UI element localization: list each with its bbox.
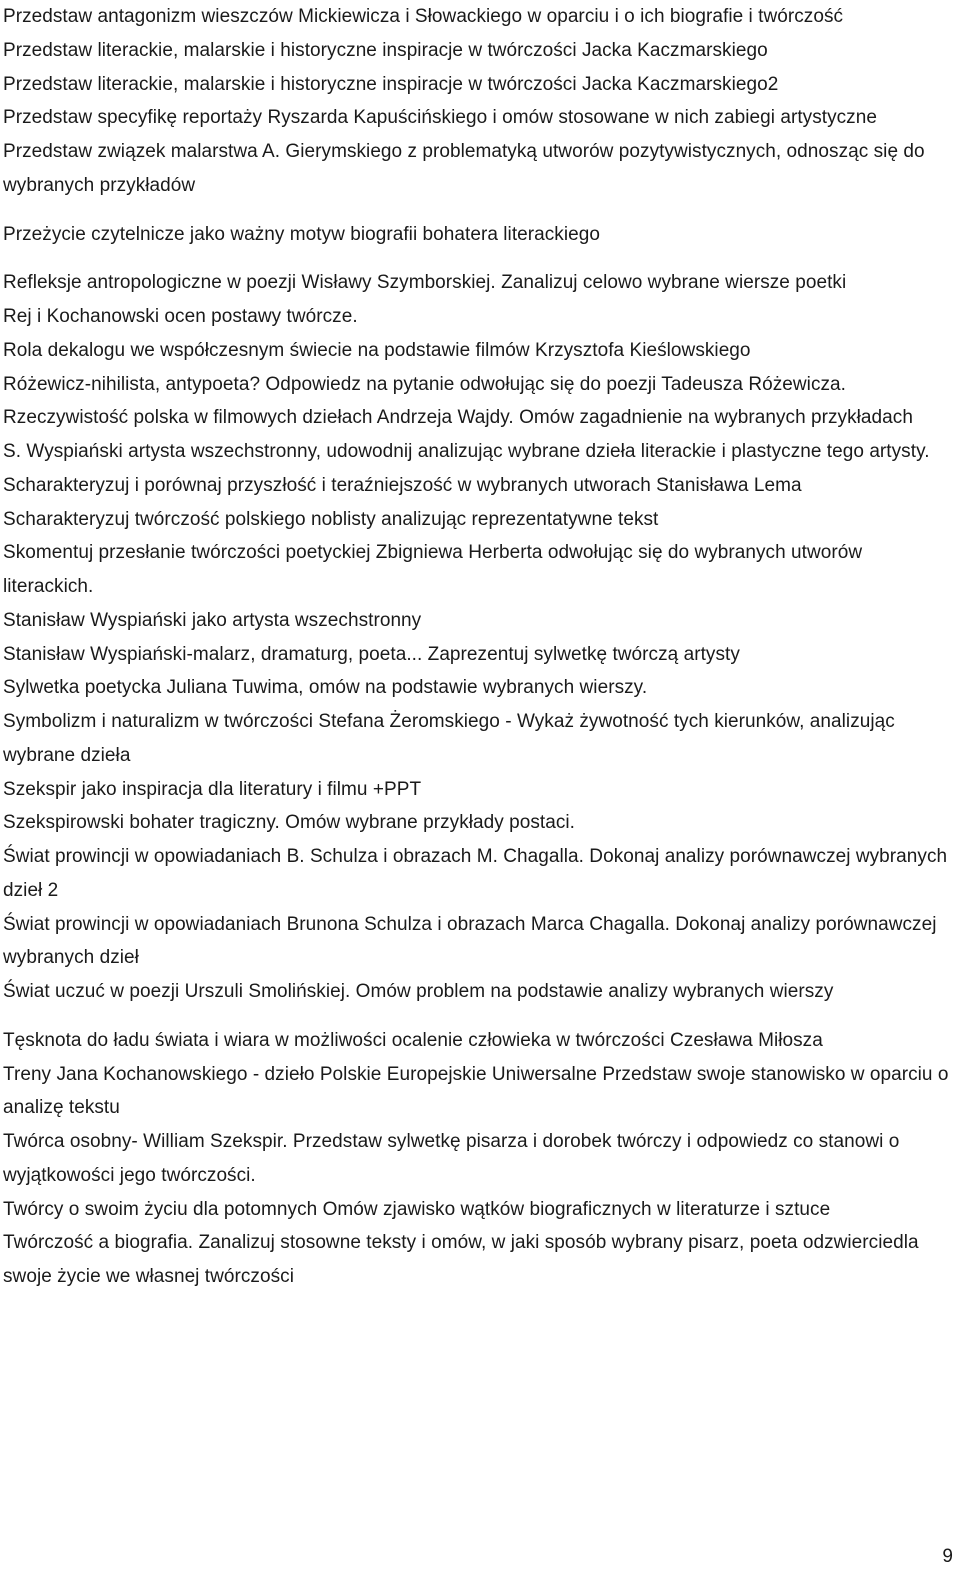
list-item: Przedstaw specyfikę reportaży Ryszarda Kapuścińskiego i omów stosowane w nich zabiegi artystyczne (3, 107, 877, 129)
list-item: Przeżycie czytelnicze jako ważny motyw biografii bohatera literackiego (3, 223, 600, 245)
list-item: Scharakteryzuj twórczość polskiego noblisty analizując reprezentatywne tekst (3, 508, 659, 530)
list-item: Treny Jana Kochanowskiego - dzieło Polskie Europejskie Uniwersalne Przedstaw swoje stanowisko w oparciu o analizę tekstu (3, 1063, 949, 1119)
list-item: Stanisław Wyspiański jako artysta wszechstronny (3, 609, 422, 631)
list-item: Skomentuj przesłanie twórczości poetyckiej Zbigniewa Herberta odwołując się do wybranych utworów literackich. (3, 542, 863, 597)
list-item: Świat uczuć w poezji Urszuli Smolińskiej. Omów problem na podstawie analizy wybranych wierszy (3, 981, 834, 1002)
page-number: 9 (942, 1546, 953, 1567)
list-item: Świat prowincji w opowiadaniach Brunona Schulza i obrazach Marca Chagalla. Dokonaj analizy porównawczej wybranych dzieł (3, 913, 937, 969)
list-item: Scharakteryzuj i porównaj przyszłość i teraźniejszość w wybranych utworach Stanisława Lema (3, 474, 802, 496)
list-item: Twórczość a biografia. Zanalizuj stosowne teksty i omów, w jaki sposób wybrany pisarz, poeta odzwierciedla swoje życie we własnej twórczości (3, 1232, 919, 1287)
list-item: Sylwetka poetycka Juliana Tuwima, omów na podstawie wybranych wierszy. (3, 677, 648, 699)
list-item: Refleksje antropologiczne w poezji Wisławy Szymborskiej. Zanalizuj celowo wybrane wiersze poetki (3, 272, 847, 294)
list-item: Rola dekalogu we współczesnym świecie na podstawie filmów Krzysztofa Kieślowskiego (3, 339, 751, 361)
list-item: Symbolizm i naturalizm w twórczości Stefana Żeromskiego - Wykaż żywotność tych kierunków, analizując wybrane dzieła (3, 711, 895, 766)
list-item: Twórca osobny- William Szekspir. Przedstaw sylwetkę pisarza i dorobek twórczy i odpowiedz co stanowi o wyjątkowości jego twórczości. (3, 1131, 900, 1186)
list-item: Przedstaw literackie, malarskie i historyczne inspiracje w twórczości Jacka Kaczmarskiego (3, 39, 768, 61)
list-item: Przedstaw związek malarstwa A. Gierymskiego z problematyką utworów pozytywistycznych, odnosząc się do wybranych przykładów (3, 141, 925, 196)
list-item: Szekspir jako inspiracja dla literatury i filmu +PPT (3, 778, 422, 800)
list-item: Twórcy o swoim życiu dla potomnych Omów zjawisko wątków biograficznych w literaturze i sztuce (3, 1198, 831, 1220)
list-item: S. Wyspiański artysta wszechstronny, udowodnij analizując wybrane dzieła literackie i plastyczne tego artysty. (3, 441, 930, 462)
list-item: Świat prowincji w opowiadaniach B. Schulza i obrazach M. Chagalla. Dokonaj analizy porównawczej wybranych dzieł 2 (3, 846, 948, 901)
list-item: Przedstaw literackie, malarskie i historyczne inspiracje w twórczości Jacka Kaczmarskiego2 (3, 73, 779, 95)
list-item: Tęsknota do ładu świata i wiara w możliwości ocalenie człowieka w twórczości Czesława Miłosza (3, 1029, 823, 1051)
list-item: Szekspirowski bohater tragiczny. Omów wybrane przykłady postaci. (3, 812, 576, 834)
list-item: Stanisław Wyspiański-malarz, dramaturg, poeta... Zaprezentuj sylwetkę twórczą artysty (3, 643, 740, 665)
list-item: Rej i Kochanowski ocen postawy twórcze. (3, 306, 358, 327)
list-item: Przedstaw antagonizm wieszczów Mickiewicza i Słowackiego w oparciu i o ich biografie i twórczość (3, 6, 844, 27)
list-item: Rzeczywistość polska w filmowych dziełach Andrzeja Wajdy. Omów zagadnienie na wybranych przykładach (3, 407, 913, 429)
topic-list (3, 0, 955, 1294)
list-item: Różewicz-nihilista, antypoeta? Odpowiedz na pytanie odwołując się do poezji Tadeusza Różewicza. (3, 373, 846, 395)
